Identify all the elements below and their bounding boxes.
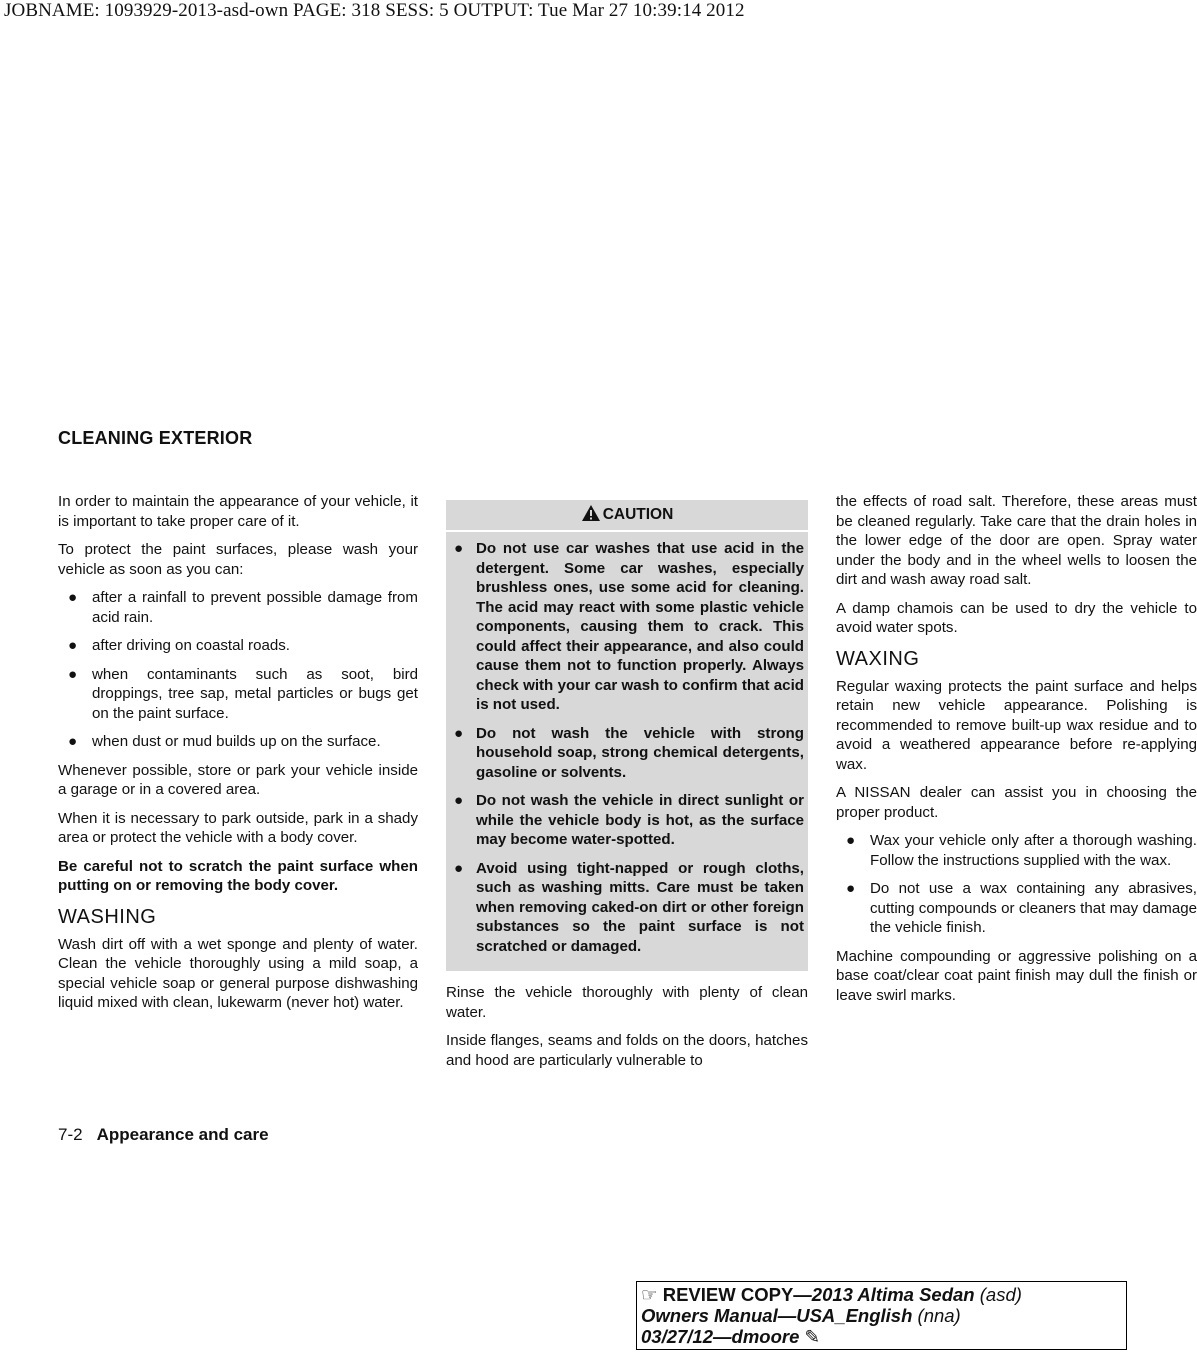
intro-paragraph: In order to maintain the appearance of your vehicle, it is important to take proper care of it. [58,493,418,530]
list-item: ● when contaminants such as soot, bird droppings, tree sap, metal particles or bugs get on the paint surface. [68,665,418,722]
rinse-paragraph: Rinse the vehicle thoroughly with plenty of clean water. [446,984,808,1021]
list-item: ● Do not wash the vehicle with strong household soap, strong chemical detergents, gasoline or solvents. [454,724,804,781]
store-paragraph: Whenever possible, store or park your vehicle inside a garage or in a covered area. [58,761,418,798]
list-item: ● Do not use a wax containing any abrasives, cutting compounds or cleaners that may damage the vehicle finish. [846,880,1197,936]
park-paragraph: When it is necessary to park outside, park in a shady area or protect the vehicle with a body cover. [58,809,418,846]
footer-section: Appearance and care [96,1125,269,1144]
column-3 [836,492,1197,1014]
bullet-icon: ● [454,540,464,557]
list-item: ● Do not wash the vehicle in direct sunlight or while the vehicle body is hot, as the surface may become water-spotted. [454,792,804,848]
bullet-icon: ● [68,665,78,683]
dealer-paragraph: A NISSAN dealer can assist you in choosing the proper product. [836,784,1197,821]
list-item: ● when dust or mud builds up on the surface. [68,733,381,750]
list-item: ● Avoid using tight-napped or rough cloths, such as washing mitts. Care must be taken when removing caked-on dirt or other foreign substances so the paint surface is not scratched or damaged. [454,859,804,955]
washing-paragraph: Wash dirt off with a wet sponge and plenty of water. Clean the vehicle thoroughly using a mild soap, a special vehicle soap or general purpose dishwashing liquid mixed with clean, lukewarm (never hot) water. [58,935,418,1011]
wax-list [836,831,1197,938]
machine-paragraph: Machine compounding or aggressive polishing on a base coat/clear coat paint finish may dull the finish or leave swirl marks. [836,947,1197,1004]
waxing-heading: WAXING [836,647,920,670]
wash-timing-list [58,588,418,752]
inside-paragraph: Inside flanges, seams and folds on the doors, hatches and hood are particularly vulnerable to [446,1032,808,1069]
bullet-icon: ● [68,589,78,606]
bullet-icon: ● [454,859,464,877]
chamois-paragraph: A damp chamois can be used to dry the vehicle to avoid water spots. [836,599,1197,636]
list-item: ● after driving on coastal roads. [68,637,291,654]
list-item: ● after a rainfall to prevent possible damage from acid rain. [68,589,418,626]
road-salt-paragraph: the effects of road salt. Therefore, these areas must be cleaned regularly. Take care that the drain holes in the lower edge of the door are open. Spray water under the body and in the wheel wells to loosen the dirt and wash away road salt. [836,493,1197,588]
page-number: 7-2 [58,1125,83,1144]
review-copy-box [636,1281,1127,1350]
bullet-icon: ● [846,880,856,897]
warning-icon [581,504,601,522]
review-line-2: Owners Manual—USA_English (nna) [641,1305,961,1326]
protect-paragraph: To protect the paint surfaces, please wash your vehicle as soon as you can: [58,541,418,578]
column-2 [446,500,808,1079]
bullet-icon: ● [846,832,856,849]
caution-box [446,500,808,971]
careful-paragraph: Be careful not to scratch the paint surface when putting on or removing the body cover. [58,857,418,894]
review-line-3: 03/27/12—dmoore ✎ [641,1326,821,1347]
washing-heading: WASHING [58,905,157,928]
caution-header [446,500,808,532]
section-title: CLEANING EXTERIOR [58,428,253,448]
caution-list [450,539,804,956]
review-line-1: ☞ REVIEW COPY—2013 Altima Sedan (asd) [641,1284,1022,1305]
bullet-icon: ● [454,792,464,809]
list-item: ● Do not use car washes that use acid in the detergent. Some car washes, especially brushless ones, use some acid for cleaning. The acid may react with some plastic vehicle components, causing them to crack. This could affect their appearance, and also could cause them not to function properly. Always check with your car wash to confirm that acid is not used. [454,540,804,713]
bullet-icon: ● [68,733,78,750]
bullet-icon: ● [68,637,78,654]
column-1 [58,492,418,1022]
waxing-paragraph: Regular waxing protects the paint surface and helps retain new vehicle appearance. Polishing is recommended to remove built-up wax residue and to avoid a weathered appearance before re-applying wax. [836,677,1197,773]
pointing-hand-icon: ☞ [641,1284,658,1305]
page-footer [58,1125,269,1145]
job-header: JOBNAME: 1093929-2013-asd-own PAGE: 318 SESS: 5 OUTPUT: Tue Mar 27 10:39:14 2012 [4,0,745,21]
bullet-icon: ● [454,724,464,742]
writing-hand-icon: ✎ [804,1326,821,1347]
list-item: ● Wax your vehicle only after a thorough washing. Follow the instructions supplied with the wax. [846,832,1197,869]
caution-title: CAUTION [602,506,674,523]
